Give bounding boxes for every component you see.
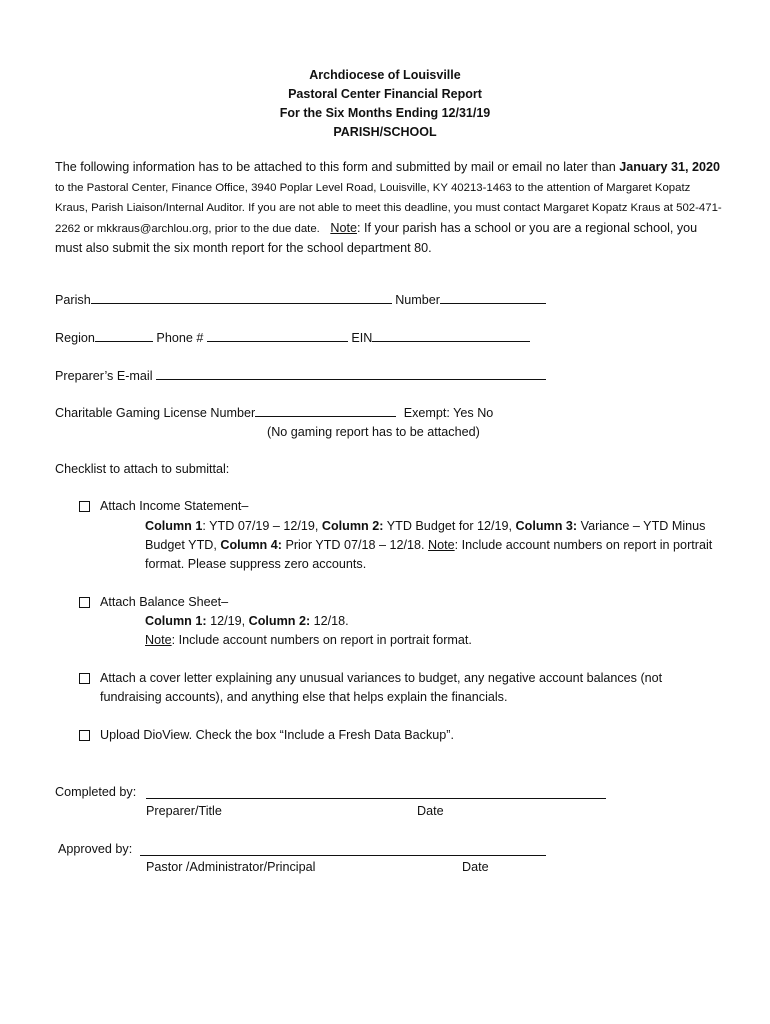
approved-by-signature-line[interactable] [140,855,546,856]
exempt-options[interactable]: Exempt: Yes No [403,406,494,420]
income-statement-details [145,517,715,575]
phone-label: Phone # [156,331,204,345]
income-statement-checkbox[interactable] [79,501,90,512]
balance-sheet-label: Attach Balance Sheet– [100,595,229,609]
ein-label: EIN [351,331,373,345]
completed-date-label: Date [417,804,444,818]
org-title: Archdiocese of Louisville [309,68,461,82]
balance-note-text: : Include account numbers on report in portrait format. [171,633,472,648]
balance-note-label: Note [145,633,172,648]
preparer-email-label: Preparer’s E-mail [55,369,153,383]
preparer-title-label: Preparer/Title [146,804,222,818]
report-type: PARISH/SCHOOL [333,125,437,139]
region-label: Region [55,331,95,345]
phone-input[interactable] [207,328,348,342]
approved-date-label: Date [462,860,489,874]
parish-row [55,290,546,309]
income-note-label: Note [428,538,455,553]
report-title: Pastoral Center Financial Report [288,87,482,101]
income-col2-label: Column 2: [321,519,384,533]
upload-dioview-checkbox[interactable] [79,730,90,741]
completed-by-signature-line[interactable] [146,798,606,799]
balance-sheet-checkbox[interactable] [79,597,90,608]
email-row [55,366,546,385]
region-input[interactable] [95,328,153,342]
checklist-title: Checklist to attach to submittal: [55,462,230,476]
balance-sheet-details [145,612,715,650]
parish-label: Parish [55,293,91,307]
income-statement-label: Attach Income Statement– [100,499,249,513]
gaming-license-input[interactable] [255,403,396,417]
income-col4-label: Column 4: [220,538,282,553]
income-col1-text: : YTD 07/19 – 12/19, [202,519,322,533]
deadline-date: January 31, 2020 [619,160,721,174]
balance-col1-label: Column 1: [145,614,207,628]
balance-col1-text: 12/19, [206,614,249,628]
parish-input[interactable] [91,290,392,304]
gaming-row [55,403,493,422]
approved-by-label: Approved by: [58,842,133,856]
gaming-license-label: Charitable Gaming License Number [55,406,256,420]
preparer-email-input[interactable] [156,366,546,380]
income-note-text: : Include account numbers on report in portrait format. Please suppress zero accounts. [145,538,713,572]
region-row [55,328,530,347]
upload-dioview-label: Upload DioView. Check the box “Include a Fresh Data Backup”. [100,728,454,742]
income-col3-label: Column 3: [515,519,578,533]
completed-by-label: Completed by: [55,785,137,799]
number-label: Number [395,293,440,307]
gaming-note: (No gaming report has to be attached) [267,425,480,439]
intro-text-3: : If your parish has a school or you are a regional school, you must also submit the six month report for the school department 80. [55,220,698,255]
cover-letter-checkbox[interactable] [79,673,90,684]
balance-col2-label: Column 2: [248,614,311,628]
instructions-paragraph [55,158,723,258]
balance-col2-text: 12/18. [310,614,349,628]
intro-text-1: The following information has to be attached to this form and submitted by mail or email no later than [55,160,616,174]
form-header [0,66,770,142]
ein-input[interactable] [372,328,530,342]
intro-note-label: Note [330,220,357,235]
income-col3-text: Variance – YTD Minus Budget YTD, [145,519,706,553]
intro-text-2: to the Pastoral Center, Finance Office, 3940 Poplar Level Road, Louisville, KY 40213-1463 to the attention of Margaret Kopatz Kraus, Parish Liaison/Internal Auditor. If you are not able to meet this deadline, you must contact Margaret Kopatz Kraus at 502-471-2262 or mkkraus@archlou.org, prior to the due date. [55,182,722,235]
income-col4-text: Prior YTD 07/18 – 12/18. [281,538,429,553]
pastor-title-label: Pastor /Administrator/Principal [146,860,316,874]
report-period: For the Six Months Ending 12/31/19 [279,106,491,120]
income-col2-text: YTD Budget for 12/19, [383,519,516,533]
cover-letter-label: Attach a cover letter explaining any unusual variances to budget, any negative account balances (not fundraising accounts), and anything else that helps explain the financials. [100,671,663,704]
number-input[interactable] [440,290,546,304]
income-col1-label: Column 1 [145,519,203,533]
